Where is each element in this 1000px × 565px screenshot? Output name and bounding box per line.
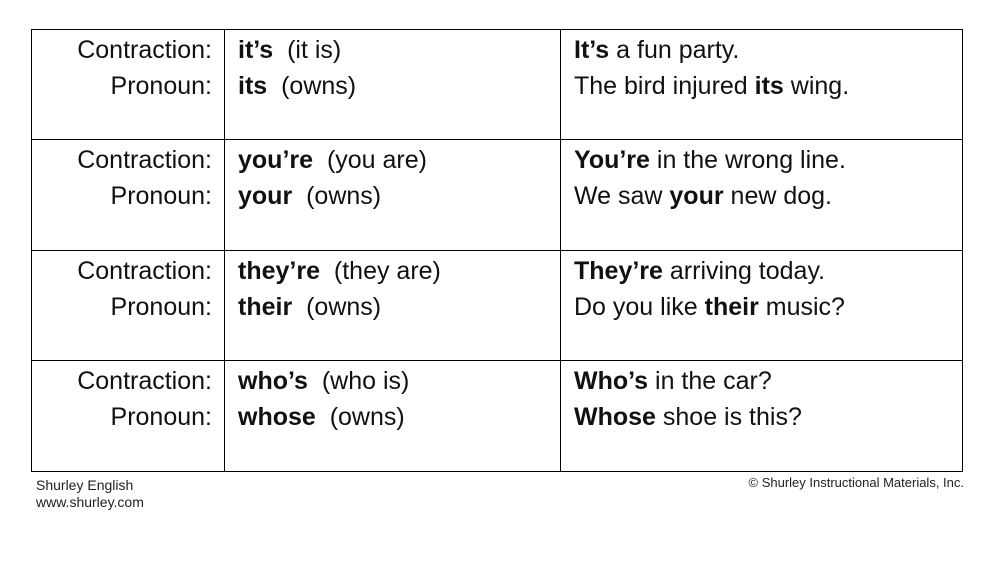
pronoun-word: whose: [238, 402, 316, 431]
pronoun-word: its: [238, 72, 268, 100]
contraction-entry: [238, 363, 560, 399]
pronoun-meaning: (owns): [306, 182, 382, 211]
row-examples: [561, 30, 962, 140]
label-pronoun: Pronoun:: [110, 402, 212, 431]
example-pronoun: We saw your new dog.: [574, 182, 833, 211]
contraction-meaning: (you are): [326, 146, 427, 175]
contraction-word: they’re: [238, 256, 320, 285]
label-contraction: Contraction:: [77, 146, 212, 175]
row-labels: [32, 140, 225, 250]
contraction-meaning: (it is): [287, 36, 342, 64]
pronoun-entry: [238, 289, 560, 325]
contraction-word: it’s: [238, 36, 274, 64]
row-labels: [32, 361, 225, 471]
pronoun-word: your: [238, 182, 293, 211]
label-pronoun: Pronoun:: [110, 292, 212, 321]
row-examples: [561, 140, 962, 250]
copyright-notice: © Shurley Instructional Materials, Inc.: [748, 475, 964, 490]
example-contraction: It’s a fun party.: [574, 36, 740, 64]
example-pronoun: Do you like their music?: [574, 292, 845, 321]
contraction-word: who’s: [238, 366, 308, 395]
pronoun-meaning: (owns): [329, 402, 405, 431]
contraction-word: you’re: [238, 146, 314, 175]
row-labels: [32, 251, 225, 361]
label-contraction: Contraction:: [77, 366, 212, 395]
example-pronoun: The bird injured its wing.: [574, 72, 850, 100]
example-pronoun: Whose shoe is this?: [574, 402, 802, 431]
contraction-entry: [238, 32, 560, 68]
label-contraction: Contraction:: [77, 256, 212, 285]
label-pronoun: Pronoun:: [110, 182, 212, 211]
brand-name: Shurley English: [36, 477, 134, 493]
contraction-pronoun-table: [31, 29, 963, 472]
row-examples: [561, 361, 962, 471]
contraction-entry: [238, 142, 560, 178]
row-words: [225, 30, 561, 140]
label-contraction: Contraction:: [77, 36, 212, 64]
label-pronoun: Pronoun:: [110, 72, 212, 100]
pronoun-entry: [238, 399, 560, 435]
row-words: [225, 251, 561, 361]
pronoun-word: their: [238, 292, 293, 321]
row-words: [225, 140, 561, 250]
website-text: www.shurley.com: [36, 494, 144, 510]
pronoun-meaning: (owns): [281, 72, 357, 100]
footer-brand-block: [36, 477, 144, 511]
pronoun-meaning: (owns): [306, 292, 382, 321]
contraction-meaning: (they are): [333, 256, 441, 285]
contraction-entry: [238, 253, 560, 289]
row-examples: [561, 251, 962, 361]
row-words: [225, 361, 561, 471]
example-contraction: Who’s in the car?: [574, 366, 772, 395]
example-contraction: They’re arriving today.: [574, 256, 826, 285]
example-contraction: You’re in the wrong line.: [574, 146, 846, 175]
contraction-meaning: (who is): [321, 366, 410, 395]
row-labels: [32, 30, 225, 140]
pronoun-entry: [238, 178, 560, 214]
pronoun-entry: [238, 68, 560, 104]
